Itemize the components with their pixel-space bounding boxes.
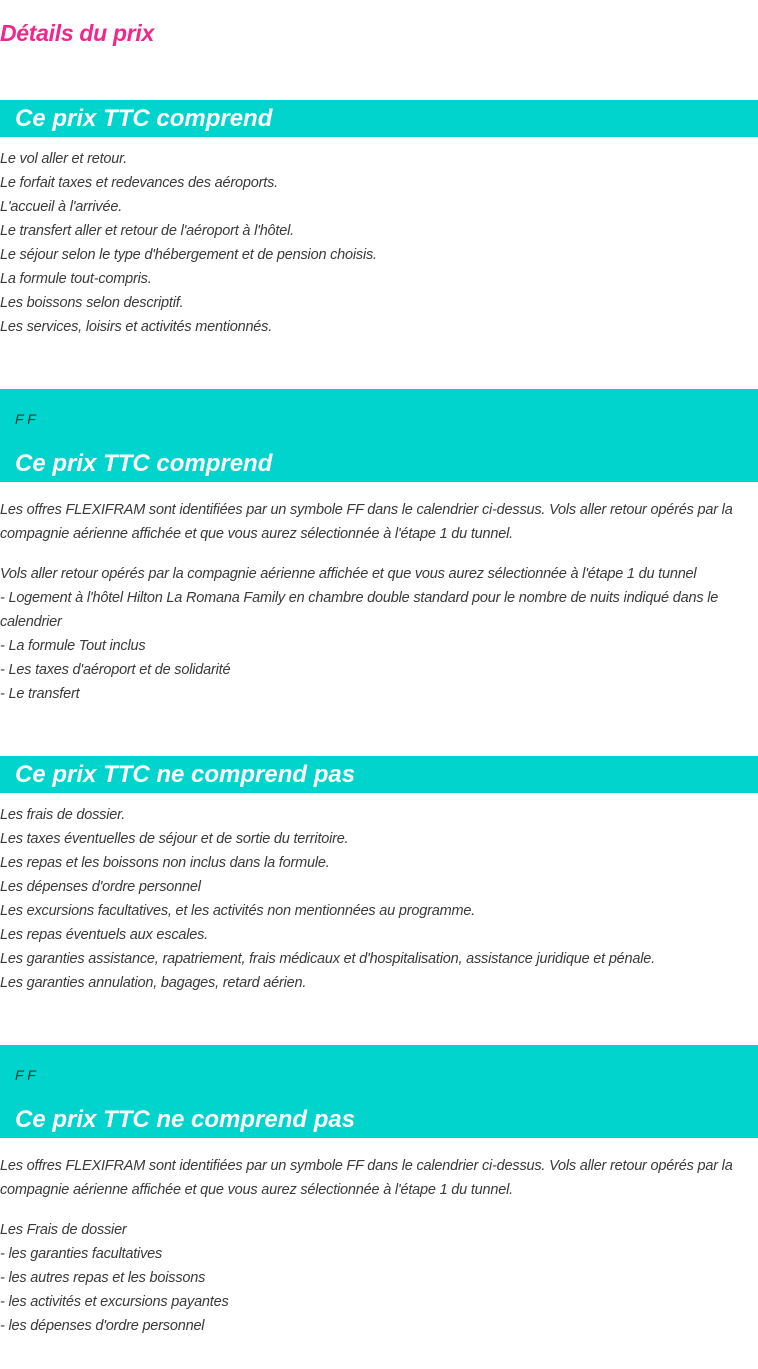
- ff-excludes-title: Ce prix TTC ne comprend pas: [15, 1106, 356, 1133]
- list-item: Les garanties annulation, bagages, retard aérien.: [0, 975, 307, 991]
- list-item: - les autres repas et les boissons: [0, 1270, 206, 1286]
- list-item: Les repas éventuels aux escales.: [0, 927, 209, 943]
- list-item: Les boissons selon descriptif.: [0, 295, 184, 311]
- list-item: - La formule Tout inclus: [0, 638, 146, 654]
- page-title: Détails du prix: [0, 20, 154, 46]
- includes-header: [0, 100, 758, 137]
- list-item: - Le transfert: [0, 686, 80, 702]
- list-item: Les garanties assistance, rapatriement, frais médicaux et d'hospitalisation, assistance juridique et pénale.: [0, 951, 655, 967]
- list-item: Le forfait taxes et redevances des aéroports.: [0, 175, 278, 191]
- ff-excludes-intro: Les offres FLEXIFRAM sont identifiées par un symbole FF dans le calendrier ci-dessus. Vols aller retour opérés par la compagnie aérienne affichée et que vous aurez sélectionnée à l'étape 1 du tunnel.: [0, 1158, 733, 1198]
- ff-includes-intro: Les offres FLEXIFRAM sont identifiées par un symbole FF dans le calendrier ci-dessus. Vols aller retour opérés par la compagnie aérienne affichée et que vous aurez sélectionnée à l'étape 1 du tunnel.: [0, 502, 733, 542]
- excludes-header: [0, 756, 758, 793]
- ff-excludes-list: [0, 1218, 750, 1338]
- list-item: - les dépenses d'ordre personnel: [0, 1318, 205, 1334]
- list-item: La formule tout-compris.: [0, 271, 152, 287]
- ff-includes-title: Ce prix TTC comprend: [15, 450, 273, 477]
- list-item: Les taxes éventuelles de séjour et de sortie du territoire.: [0, 831, 349, 847]
- list-item: L'accueil à l'arrivée.: [0, 199, 123, 215]
- list-item: Le séjour selon le type d'hébergement et de pension choisis.: [0, 247, 377, 263]
- list-item: Les excursions facultatives, et les activités non mentionnées au programme.: [0, 903, 476, 919]
- list-item: Les Frais de dossier: [0, 1222, 127, 1238]
- ff-tag: F F: [15, 1067, 36, 1083]
- list-item: Le transfert aller et retour de l'aéroport à l'hôtel.: [0, 223, 294, 239]
- includes-list: [0, 147, 750, 339]
- list-item: Les repas et les boissons non inclus dans la formule.: [0, 855, 330, 871]
- list-item: - les activités et excursions payantes: [0, 1294, 229, 1310]
- list-item: Les frais de dossier.: [0, 807, 126, 823]
- list-item: Vols aller retour opérés par la compagnie aérienne affichée et que vous aurez sélectionnée à l'étape 1 du tunnel: [0, 566, 697, 582]
- excludes-list: [0, 803, 750, 995]
- list-item: Les services, loisirs et activités mentionnés.: [0, 319, 273, 335]
- list-item: - Logement à l'hôtel Hilton La Romana Family en chambre double standard pour le nombre de nuits indiqué dans le calendrier: [0, 590, 719, 630]
- ff-includes-list: [0, 562, 740, 706]
- excludes-title: Ce prix TTC ne comprend pas: [15, 761, 356, 788]
- list-item: Le vol aller et retour.: [0, 151, 128, 167]
- includes-title: Ce prix TTC comprend: [15, 105, 273, 132]
- ff-tag: F F: [15, 411, 36, 427]
- list-item: - les garanties facultatives: [0, 1246, 163, 1262]
- ff-excludes-header: [0, 1045, 758, 1138]
- ff-includes-header: [0, 389, 758, 482]
- list-item: Les dépenses d'ordre personnel: [0, 879, 201, 895]
- list-item: - Les taxes d'aéroport et de solidarité: [0, 662, 231, 678]
